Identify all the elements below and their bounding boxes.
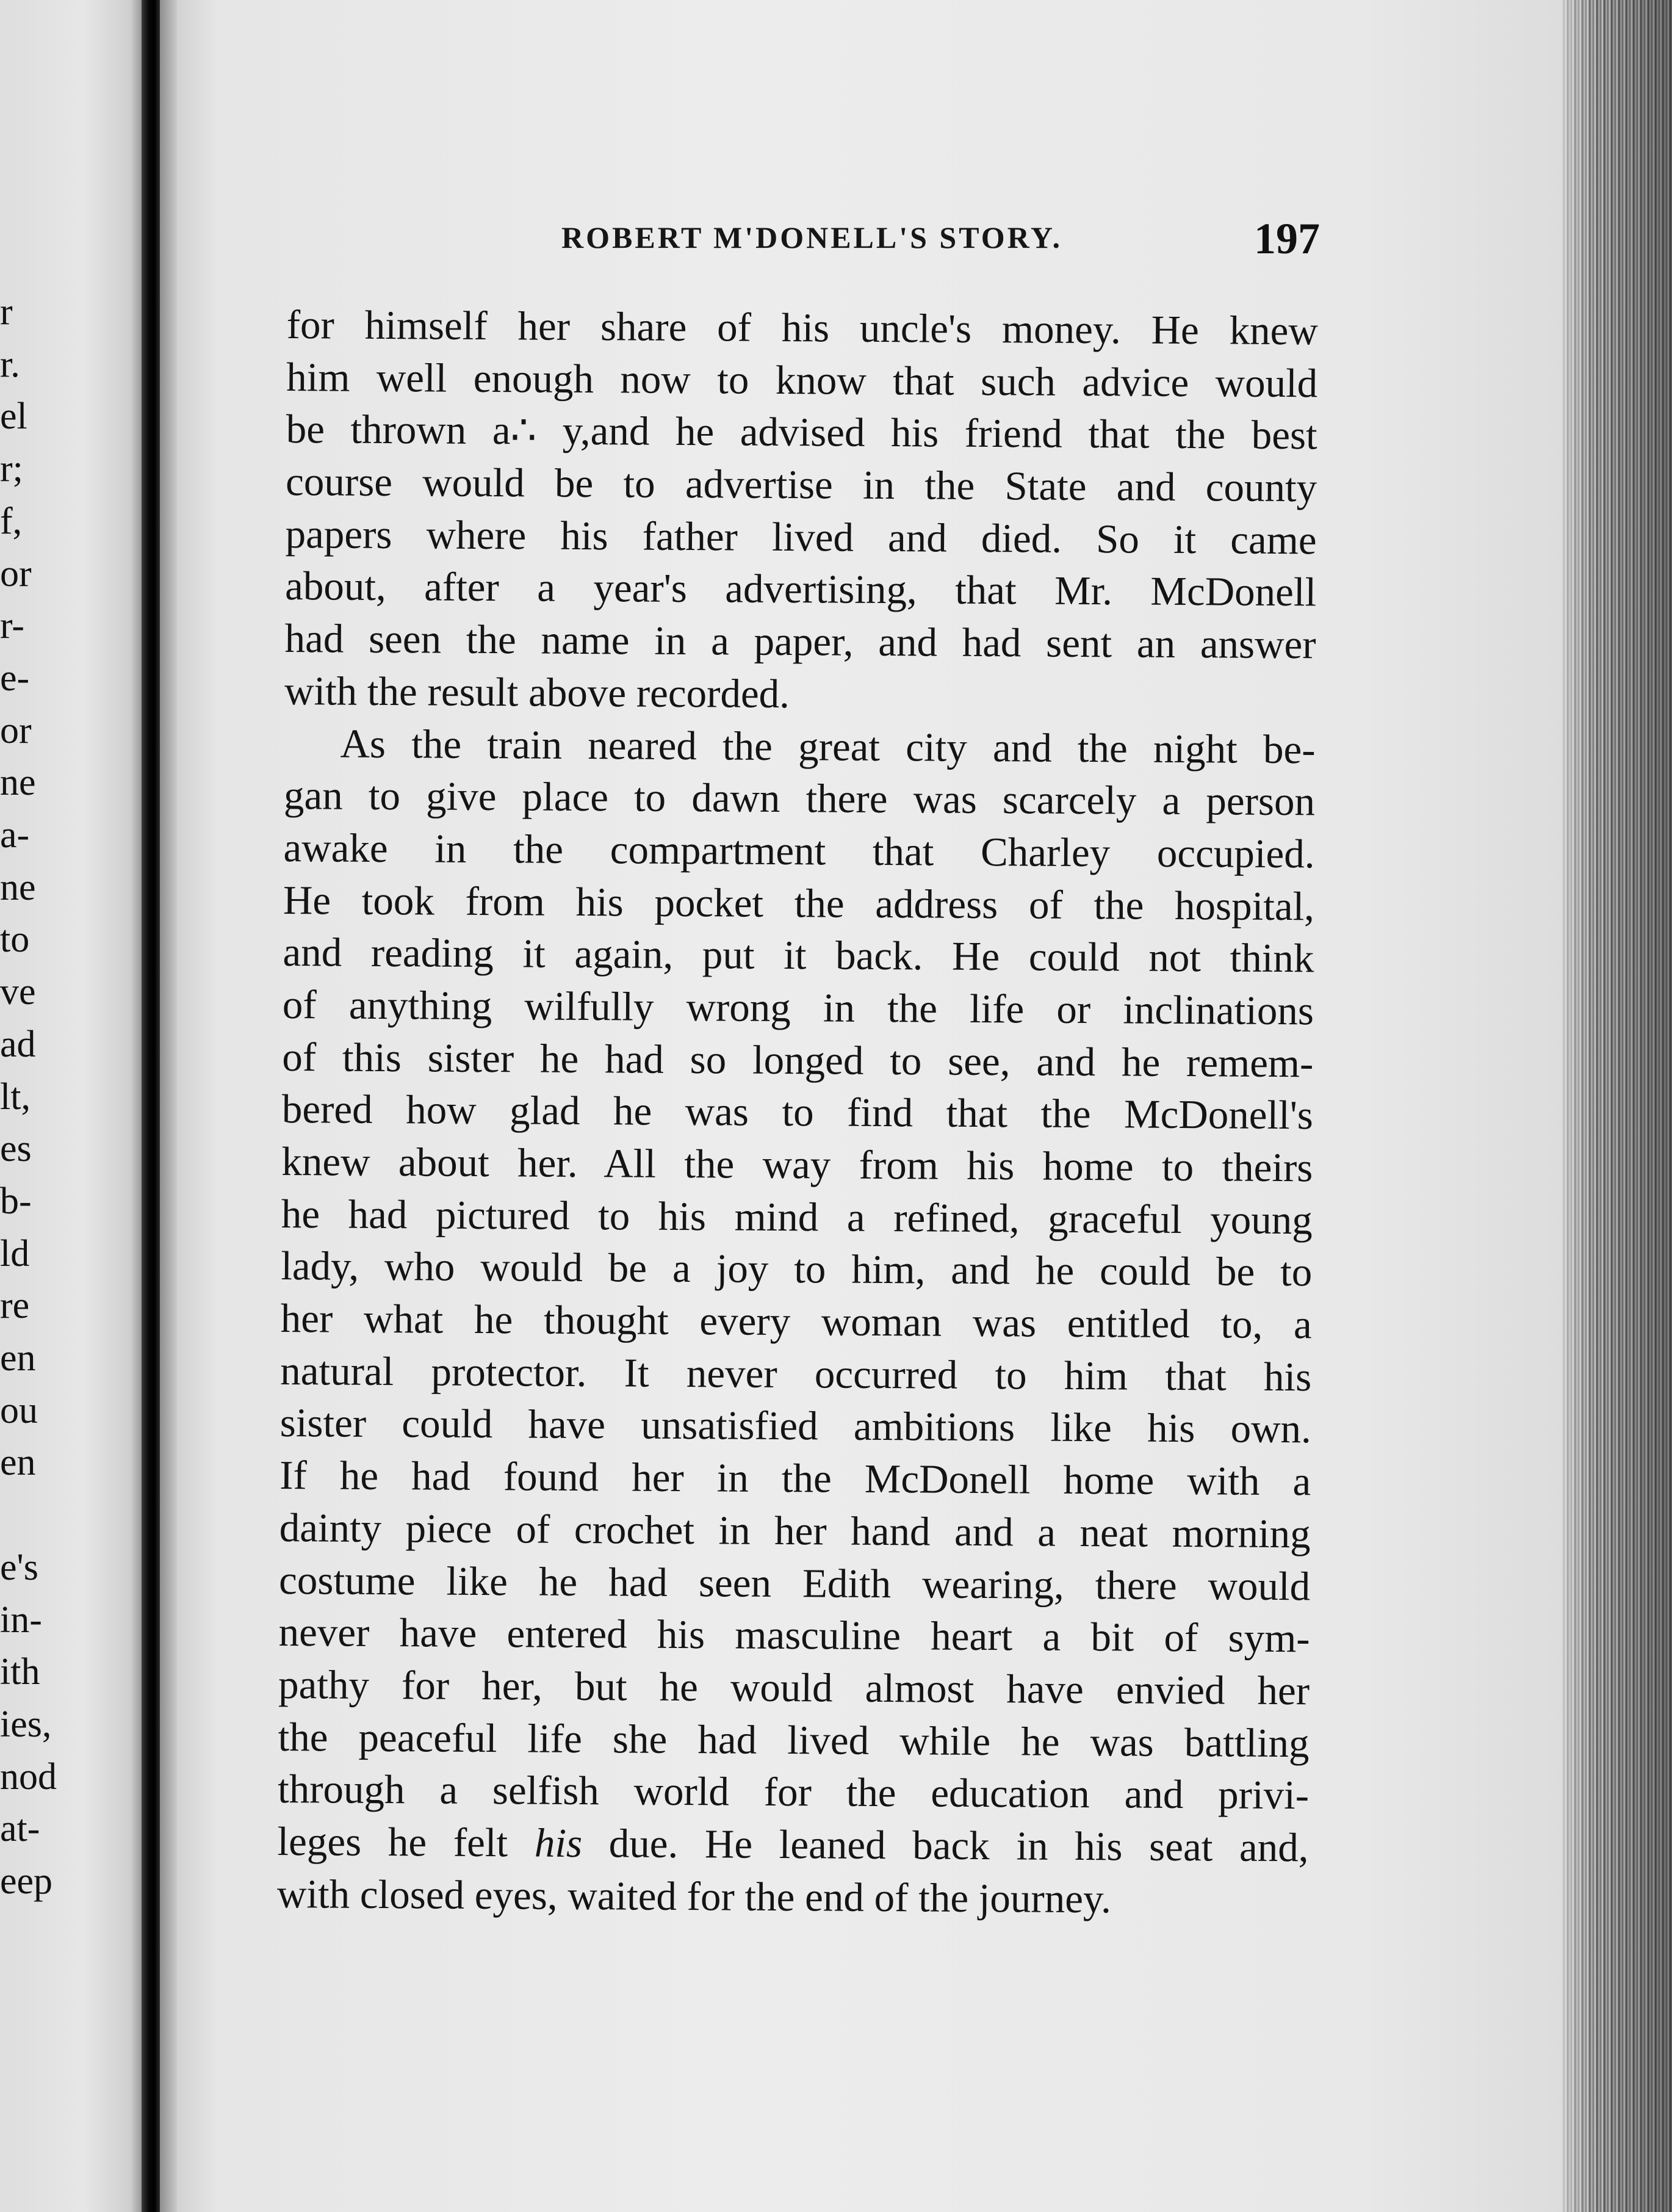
text-line: course would be to advertise in the State and county — [285, 459, 1317, 511]
previous-page-fragment: ne — [0, 866, 36, 908]
text-line: If he had found her in the McDonell home with a — [279, 1453, 1311, 1505]
text-line: of this sister he had so longed to see, and he remem- — [282, 1034, 1314, 1086]
text-line: gan to give place to dawn there was scarcely a person — [283, 773, 1316, 825]
text-line — [277, 1816, 1308, 1874]
previous-page-edge — [0, 0, 142, 2212]
text-line: of anything wilfully wrong in the life or inclinations — [282, 981, 1314, 1034]
previous-page-fragment: eep — [0, 1860, 53, 1902]
text-line: about, after a year's advertising, that Mr. McDonell — [284, 563, 1317, 615]
previous-page-fragment: en — [0, 1442, 36, 1484]
previous-page-fragment: f, — [0, 500, 23, 542]
previous-page-fragment: r. — [0, 343, 20, 385]
text-segment: due. He leaned back in his seat and, — [582, 1820, 1309, 1871]
text-line: through a selfish world for the education and privi- — [277, 1766, 1310, 1818]
text-line: with the result above recorded. — [284, 668, 790, 717]
text-line: he had pictured to his mind a refined, graceful young — [281, 1191, 1313, 1243]
running-header — [0, 214, 1672, 262]
book-gutter-highlight — [160, 0, 177, 2212]
text-line: As the train neared the great city and the night be- — [340, 721, 1316, 772]
previous-page-fragment: en — [0, 1337, 36, 1379]
text-line: her what he thought every woman was entitled to, a — [280, 1296, 1312, 1348]
previous-page-fragment: el — [0, 396, 27, 438]
italic-word: his — [534, 1820, 583, 1866]
text-line: He took from his pocket the address of the hospital, — [283, 877, 1315, 929]
text-line: papers where his father lived and died. So it came — [285, 511, 1317, 563]
text-line: sister could have unsatisfied ambitions like his own. — [279, 1400, 1311, 1452]
previous-page-fragment: ith — [0, 1651, 40, 1693]
previous-page-fragment: a- — [0, 814, 30, 856]
previous-page-fragment: ou — [0, 1389, 38, 1431]
page-number: 197 — [1254, 214, 1320, 263]
book-gutter-shadow — [142, 0, 160, 2212]
text-line: for himself her share of his uncle's money. He knew — [286, 302, 1318, 354]
text-line: lady, who would be a joy to him, and he could be to — [281, 1243, 1313, 1295]
paragraph — [277, 717, 1316, 1926]
body-text — [277, 299, 1318, 1927]
previous-page-fragment: e- — [0, 657, 30, 699]
previous-page-fragment: es — [0, 1128, 32, 1170]
text-line: bered how glad he was to find that the McDonell's — [281, 1086, 1314, 1138]
previous-page-fragment: to — [0, 919, 30, 961]
previous-page-fragment: r; — [0, 448, 23, 490]
text-line: him well enough now to know that such advice would — [286, 354, 1318, 407]
previous-page-fragment: ad — [0, 1023, 36, 1065]
text-line: knew about her. All the way from his home to theirs — [281, 1138, 1313, 1191]
page-block-shade — [1562, 0, 1672, 2212]
text-line: dainty piece of crochet in her hand and a neat morning — [279, 1505, 1311, 1557]
text-line: be thrown a∴ y,and he advised his friend that the best — [286, 407, 1317, 458]
previous-page-fragment: or — [0, 552, 32, 595]
previous-page-fragment: lt, — [0, 1075, 31, 1118]
previous-page-fragment: ve — [0, 971, 36, 1013]
previous-page-fragment: r — [0, 291, 13, 333]
text-line: natural protector. It never occurred to him that his — [280, 1348, 1312, 1400]
previous-page-fragment: ies, — [0, 1703, 52, 1745]
running-title: ROBERT M'DONELL'S STORY. — [561, 220, 1062, 255]
text-line: with closed eyes, waited for the end of the journey. — [276, 1871, 1112, 1921]
previous-page-fragment: r- — [0, 605, 25, 647]
previous-page-fragment: e's — [0, 1546, 38, 1588]
text-line: costume like he had seen Edith wearing, there would — [278, 1557, 1311, 1609]
text-line: pathy for her, but he would almost have envied her — [278, 1661, 1310, 1714]
previous-page-fragment: in- — [0, 1599, 42, 1641]
previous-page-fragment: at- — [0, 1808, 40, 1850]
paragraph — [284, 299, 1318, 724]
previous-page-fragment: or — [0, 709, 32, 751]
previous-page-fragment: b- — [0, 1180, 32, 1222]
text-line: had seen the name in a paper, and had sent an answer — [284, 616, 1316, 668]
text-line: and reading it again, put it back. He could not think — [283, 930, 1314, 981]
previous-page-fragment: ne — [0, 762, 36, 804]
text-line: the peaceful life she had lived while he was battling — [278, 1714, 1310, 1766]
previous-page-fragment: ld — [0, 1232, 30, 1274]
text-line: never have entered his masculine heart a bit of sym- — [278, 1610, 1310, 1661]
text-segment: leges he felt — [277, 1818, 535, 1866]
text-line: awake in the compartment that Charley occupied. — [283, 825, 1315, 877]
previous-page-fragment: re — [0, 1285, 30, 1327]
previous-page-fragment: nod — [0, 1755, 57, 1798]
